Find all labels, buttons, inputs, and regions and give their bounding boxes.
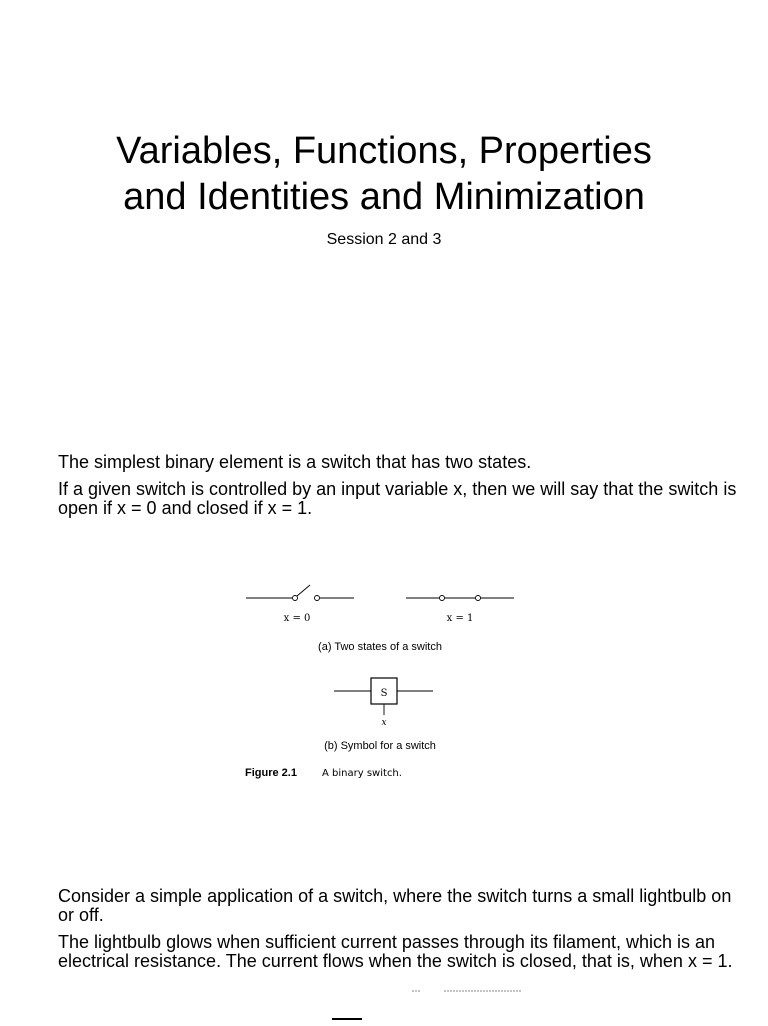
open-state-label: x = 0 <box>283 613 311 624</box>
switch-symbol-input: x <box>381 718 387 728</box>
partial-figure-box <box>332 1018 362 1026</box>
closed-switch-diagram <box>406 596 514 625</box>
switch-symbol <box>334 678 433 728</box>
title-slide <box>0 0 768 430</box>
switch-figure <box>230 570 530 760</box>
slide-title <box>0 128 768 220</box>
switch-symbol-letter: S <box>380 688 388 699</box>
faint-figure-fragment <box>410 988 530 994</box>
slide-body <box>58 887 738 979</box>
body-paragraph-1: Consider a simple application of a switch, where the switch turns a small lightbulb on or off. <box>58 886 732 925</box>
slide-subtitle: Session 2 and 3 <box>326 231 442 248</box>
lightbulb-slide <box>0 860 768 1024</box>
caption-b: (b) Symbol for a switch <box>324 740 436 752</box>
slide-title-line-1: Variables, Functions, Properties <box>116 130 652 172</box>
body-paragraph-2: The lightbulb glows when sufficient current passes through its filament, which is an electrical resistance. The current flows when the switch is closed, that is, when x = 1. <box>58 932 733 971</box>
figure-caption <box>245 767 402 779</box>
open-switch-diagram <box>246 585 354 624</box>
figure-title: A binary switch. <box>322 768 402 779</box>
body-paragraph-2: If a given switch is controlled by an input variable x, then we will say that the switch is open if x = 0 and closed if x = 1. <box>58 479 737 518</box>
closed-state-label: x = 1 <box>446 613 474 624</box>
slide-body <box>58 453 738 526</box>
caption-a: (a) Two states of a switch <box>318 641 442 653</box>
slide-title-line-2: and Identities and Minimization <box>123 176 645 218</box>
binary-switch-slide <box>0 430 768 860</box>
figure-number: Figure 2.1 <box>245 767 297 779</box>
body-paragraph-1: The simplest binary element is a switch that has two states. <box>58 452 532 472</box>
